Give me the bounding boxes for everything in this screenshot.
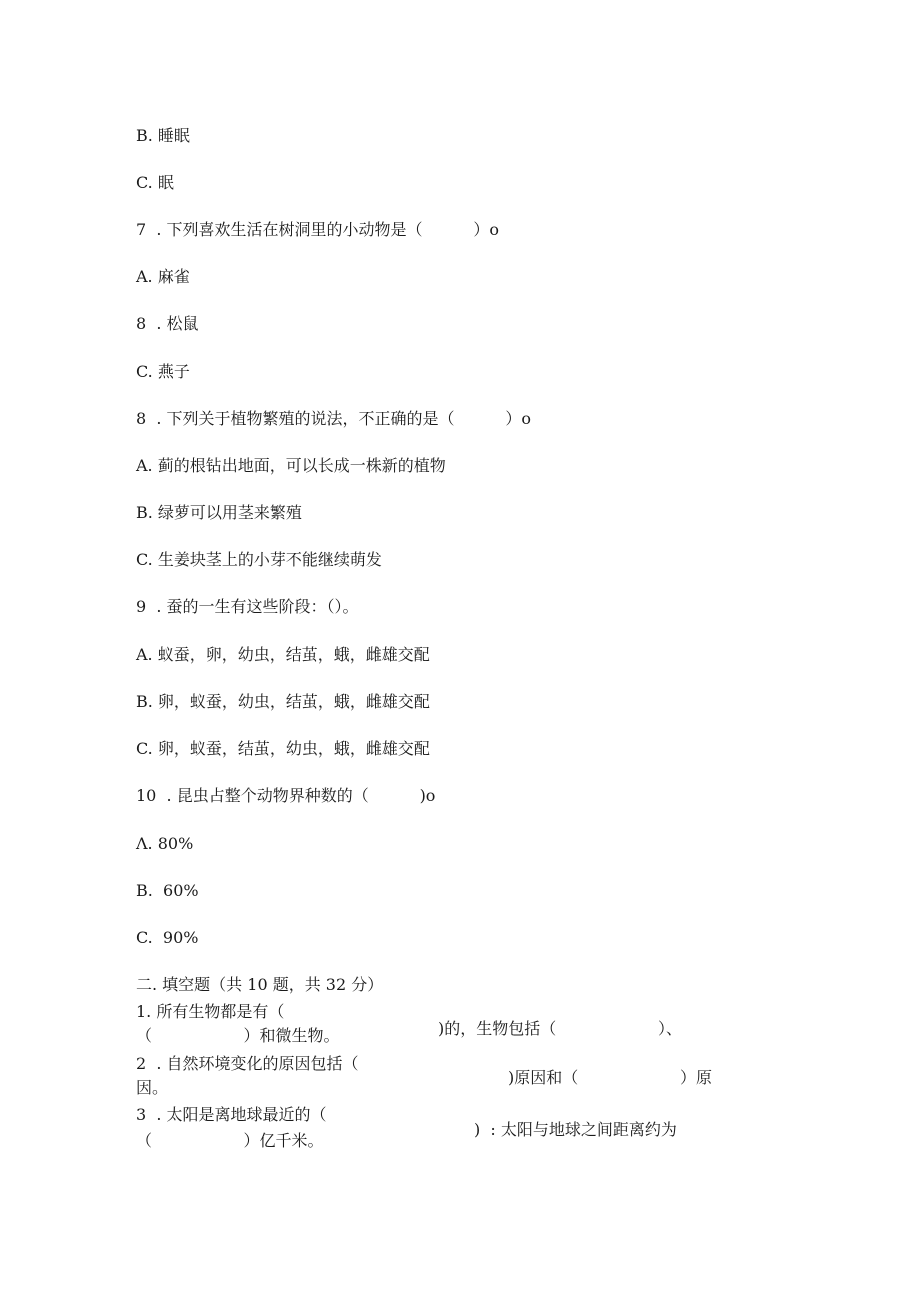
- q6-option-c: C. 眠: [136, 173, 174, 192]
- q10-option-c: C. 90%: [136, 928, 199, 947]
- fill3-line1: 3 . 太阳是离地球最近的（: [136, 1105, 327, 1124]
- q8-option-a: A. 蓟的根钻出地面，可以长成一株新的植物: [136, 456, 446, 475]
- q10-option-a: Λ. 80%: [136, 834, 194, 853]
- q9-option-a: A. 蚁蚕，卵，幼虫，结茧，蛾，雌雄交配: [136, 645, 430, 664]
- fill1-line1: 1. 所有生物都是有（: [136, 1002, 285, 1021]
- section-heading: 二. 填空题（共 10 题，共 32 分）: [136, 975, 384, 994]
- q9-option-c: C. 卵，蚁蚕，结茧，幼虫，蛾，雌雄交配: [136, 739, 430, 758]
- fill2-line2: 因。: [136, 1078, 169, 1097]
- fill3-mid: ) : 太阳与地球之间距离约为: [474, 1120, 677, 1139]
- q10-option-b: B. 60%: [136, 881, 199, 900]
- q8-option-b: B. 绿萝可以用茎来繁殖: [136, 503, 302, 522]
- q8-option-c: C. 生姜块茎上的小芽不能继续萌发: [136, 550, 382, 569]
- fill1-line2: （ ）和微生物。: [136, 1026, 340, 1045]
- fill2-mid: )原因和（ ）原: [508, 1068, 712, 1087]
- fill2-line1: 2 . 自然环境变化的原因包括（: [136, 1054, 359, 1073]
- q7-stem: 7 . 下列喜欢生活在树洞里的小动物是（ ）o: [136, 220, 500, 239]
- q6-option-b: B. 睡眠: [136, 126, 190, 145]
- q9-stem: 9 . 蚕的一生有这些阶段：（）。: [136, 597, 359, 616]
- q7-option-a: A. 麻雀: [136, 267, 190, 286]
- q8-stem: 8 . 下列关于植物繁殖的说法，不正确的是（ ）o: [136, 409, 532, 428]
- q9-option-b: B. 卵，蚁蚕，幼虫，结茧，蛾，雌雄交配: [136, 692, 430, 711]
- fill1-mid: )的，生物包括（ ）、: [438, 1019, 682, 1038]
- q7-option-c: C. 燕子: [136, 362, 190, 381]
- q7-option-b: 8 . 松鼠: [136, 314, 199, 333]
- fill3-line2: （ ）亿千米。: [136, 1131, 324, 1150]
- q10-stem: 10 . 昆虫占整个动物界种数的（ )o: [136, 786, 436, 805]
